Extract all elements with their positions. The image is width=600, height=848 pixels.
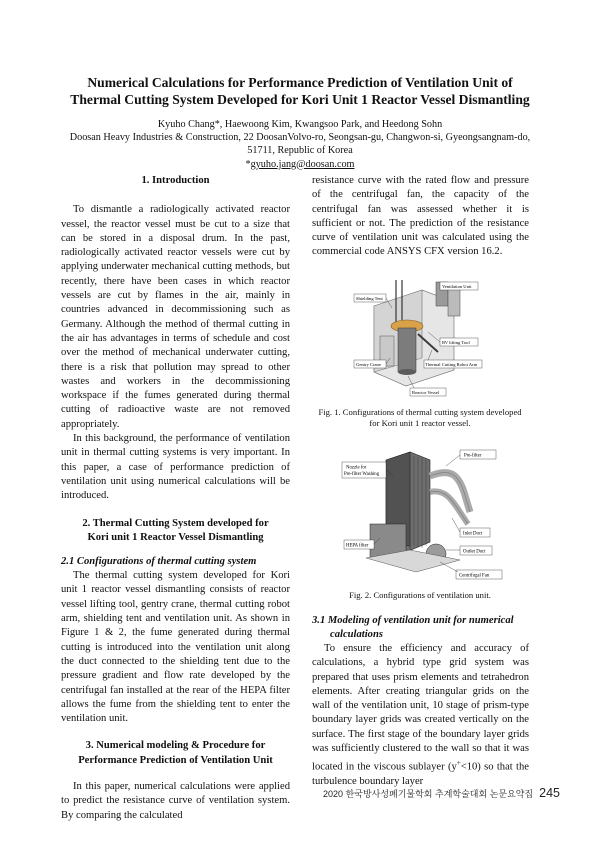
title-line-1: Numerical Calculations for Performance Prediction of Ventilation Unit of xyxy=(87,75,513,90)
section-3-heading xyxy=(61,739,290,768)
section-3-1-paragraph xyxy=(312,642,529,790)
fig1-label-ventilation-unit: Ventilation Unit xyxy=(442,284,472,289)
fig2-label-outlet-duct: Outlet Duct xyxy=(463,549,486,555)
fig2-label-inlet-duct: Inlet Duct xyxy=(463,531,483,537)
figure-2-caption: Fig. 2. Configurations of ventilation unit. xyxy=(349,590,491,600)
fig2-label-hepa-filter: HEPA filter xyxy=(346,543,369,549)
section-3-heading-line-1: 3. Numerical modeling & Procedure for xyxy=(85,740,266,752)
fig1-label-reactor-vessel: Reactor Vessel xyxy=(412,390,440,395)
page-number: 245 xyxy=(539,786,560,800)
paper-title xyxy=(40,74,560,108)
section-3-paragraph-continued: resistance curve with the rated flow and pressure of the centrifugal fan, the capacity of the centrifugal fan was assessed whether it is sufficient or not. The prediction of the resistance curve of ventilation unit was calculated using the commercial code ANSYS CFX version 16.2. xyxy=(312,175,529,258)
page-footer xyxy=(323,786,560,800)
section-3-1-heading-line-2: calculations xyxy=(330,629,383,640)
figure-1-diagram xyxy=(352,278,484,402)
right-column-top xyxy=(312,174,529,260)
figure-1-caption xyxy=(310,407,530,429)
author-email-link[interactable]: gyuho.jang@doosan.com xyxy=(250,158,355,170)
left-column xyxy=(61,174,290,823)
fig2-label-centrifugal-fan: Centrifugal Fan xyxy=(459,573,490,579)
section-3-1-text-b: <10) so that the turbulence boundary layer xyxy=(312,761,529,788)
section-3-1-superscript: + xyxy=(456,759,461,768)
figure-1-caption-line-2: for Kori unit 1 reactor vessel. xyxy=(369,418,471,428)
section-1-heading: 1. Introduction xyxy=(141,175,210,186)
fig1-label-rv-lifting-tool: RV lifting Tool xyxy=(442,340,470,345)
author-names: Kyuho Chang*, Haewoong Kim, Kwangsoo Park, and Heedong Sohn xyxy=(157,119,443,130)
section-3-paragraph: In this paper, numerical calculations were applied to predict the resistance curve of ventilation system. By comparing the calculated xyxy=(61,780,290,821)
section-3-1-text-a: To ensure the efficiency and accuracy of calculations, a hybrid type grid system was prepared that uses prism elements and tetrahedron elements. After creating triangular grids on the wall of the ventilation unit, 10 stage of prism-type boundary layer grids was created vertically on the surface. The first stage of the boundary layer grids was sufficiently clustered to the wall so that it was located in the viscous sublayer (y xyxy=(312,643,529,773)
affiliation-line-2: 51711, Republic of Korea xyxy=(247,145,353,157)
author-block xyxy=(40,118,560,171)
title-line-2: Thermal Cutting System Developed for Kori Unit 1 Reactor Vessel Dismantling xyxy=(70,92,530,107)
figure-2-diagram xyxy=(340,446,520,584)
right-column-bottom xyxy=(312,614,529,790)
section-1-paragraph-2: In this background, the performance of ventilation unit in thermal cutting systems is very important. In this paper, a case of performance prediction of ventilation unit using numerical calculations will be introduced. xyxy=(61,433,290,502)
section-1-paragraph-1: To dismantle a radiologically activated reactor vessel, the reactor vessel must be cut to a size that can be stored in a disposal drum. In the past, radiologically activated reactor vessels were cut by applying underwater mechanical cutting methods, but recently, there have been cases in which reactor vessels are cut by flames in the air, mainly in countries advanced in decommissioning such as Germany. Although the method of thermal cutting in the air has advantages in terms of schedule and cost over the method of mechanical underwater cutting, there is a risk that pollution may spread to other wastes and workers in the decommissioning workspace if the fumes generated during thermal cutting of radioactive waste are not removed appropriately. xyxy=(61,204,290,430)
fig2-label-nozzle-line-2: Pre-filter Washing xyxy=(344,472,380,477)
section-3-heading-line-2: Performance Prediction of Ventilation Unit xyxy=(78,754,273,766)
figure-1-caption-line-1: Fig. 1. Configurations of thermal cutting system developed xyxy=(318,407,522,417)
section-3-1-heading xyxy=(312,614,529,642)
fig2-label-nozzle-line-1: Nozzle for xyxy=(346,465,367,471)
section-2-heading xyxy=(61,517,290,546)
section-2-1-paragraph: The thermal cutting system developed for Kori unit 1 reactor vessel dismantling consists of reactor vessel lifting tool, gentry crane, thermal cutting robot arm, shielding tent and ventilation unit. As shown in Figure 1 & 2, the fume generated during thermal cutting is introduced into the ventilation unit along the duct connected to the shielding tent due to the pressure gradient and flow rate developed by the centrifugal fan installed at the rear of the HEPA filter allows the fume from the shielding tent to enter the ventilation unit. xyxy=(61,570,290,725)
email-prefix: * xyxy=(245,158,251,170)
section-2-heading-line-2: Kori unit 1 Reactor Vessel Dismantling xyxy=(87,531,264,543)
fig1-label-gentry-crane: Gentry Crane xyxy=(356,362,381,367)
affiliation-line-1: Doosan Heavy Industries & Construction, 22 DoosanVolvo-ro, Seongsan-gu, Changwon-si, Gyeongsangnam-do, xyxy=(69,132,531,144)
fig1-label-robot-arm: Thermal Cutting Robot Arm xyxy=(425,362,478,367)
author-email-line xyxy=(40,158,560,171)
fig1-label-shielding-tent: Shielding Tent xyxy=(356,296,383,301)
section-3-1-heading-line-1: 3.1 Modeling of ventilation unit for numerical xyxy=(312,615,514,626)
section-2-heading-line-1: 2. Thermal Cutting System developed for xyxy=(82,517,269,529)
fig2-label-pre-filter: Pre-filter xyxy=(464,453,482,459)
footer-proceedings-text: 2020 한국방사성폐기물학회 추계학술대회 논문요약집 xyxy=(323,789,534,799)
section-2-1-heading: 2.1 Configurations of thermal cutting system xyxy=(61,556,257,568)
